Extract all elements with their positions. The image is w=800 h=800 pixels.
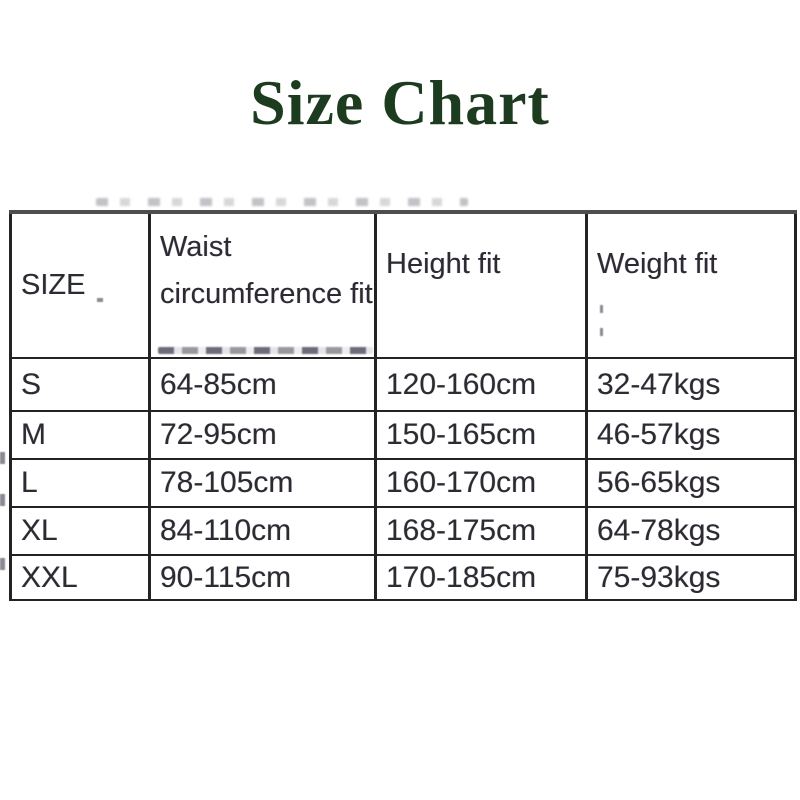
header-height-label: Height fit: [386, 248, 501, 280]
cell-weight: 64-78kgs: [587, 507, 796, 555]
header-cell-waist: [150, 212, 376, 358]
cell-height: 168-175cm: [376, 507, 587, 555]
jpeg-artifact-speck: [0, 558, 5, 570]
header-waist-line2: circumference fit: [160, 278, 373, 310]
cell-height: 160-170cm: [376, 459, 587, 507]
header-cell-size: [11, 212, 150, 358]
cell-weight: 32-47kgs: [587, 358, 796, 411]
jpeg-artifact-speck: [0, 452, 5, 464]
table-row-xl: [11, 507, 796, 555]
jpeg-artifact-speck: [0, 494, 5, 506]
cell-size: XXL: [11, 555, 150, 600]
cell-weight: 46-57kgs: [587, 411, 796, 459]
cell-weight: 56-65kgs: [587, 459, 796, 507]
cell-waist: 90-115cm: [150, 555, 376, 600]
header-cell-height: [376, 212, 587, 358]
cell-waist: 78-105cm: [150, 459, 376, 507]
header-waist-line1: Waist: [160, 231, 232, 263]
cell-waist: 64-85cm: [150, 358, 376, 411]
size-chart-table: [9, 210, 797, 601]
table-row-xxl: [11, 555, 796, 600]
cell-height: 120-160cm: [376, 358, 587, 411]
cell-height: 170-185cm: [376, 555, 587, 600]
jpeg-artifact-above-table: [96, 198, 468, 206]
header-weight-label: Weight fit: [597, 248, 718, 280]
cell-size: S: [11, 358, 150, 411]
cell-size: XL: [11, 507, 150, 555]
header-size-label: SIZE: [21, 269, 86, 301]
cell-waist: 84-110cm: [150, 507, 376, 555]
cell-weight: 75-93kgs: [587, 555, 796, 600]
cell-height: 150-165cm: [376, 411, 587, 459]
cell-size: L: [11, 459, 150, 507]
page-title: Size Chart: [250, 67, 550, 138]
table-header-row: [11, 212, 796, 358]
table-row-l: [11, 459, 796, 507]
header-cell-weight: [587, 212, 796, 358]
cell-waist: 72-95cm: [150, 411, 376, 459]
cell-size: M: [11, 411, 150, 459]
table-row-m: [11, 411, 796, 459]
table-row-s: [11, 358, 796, 411]
